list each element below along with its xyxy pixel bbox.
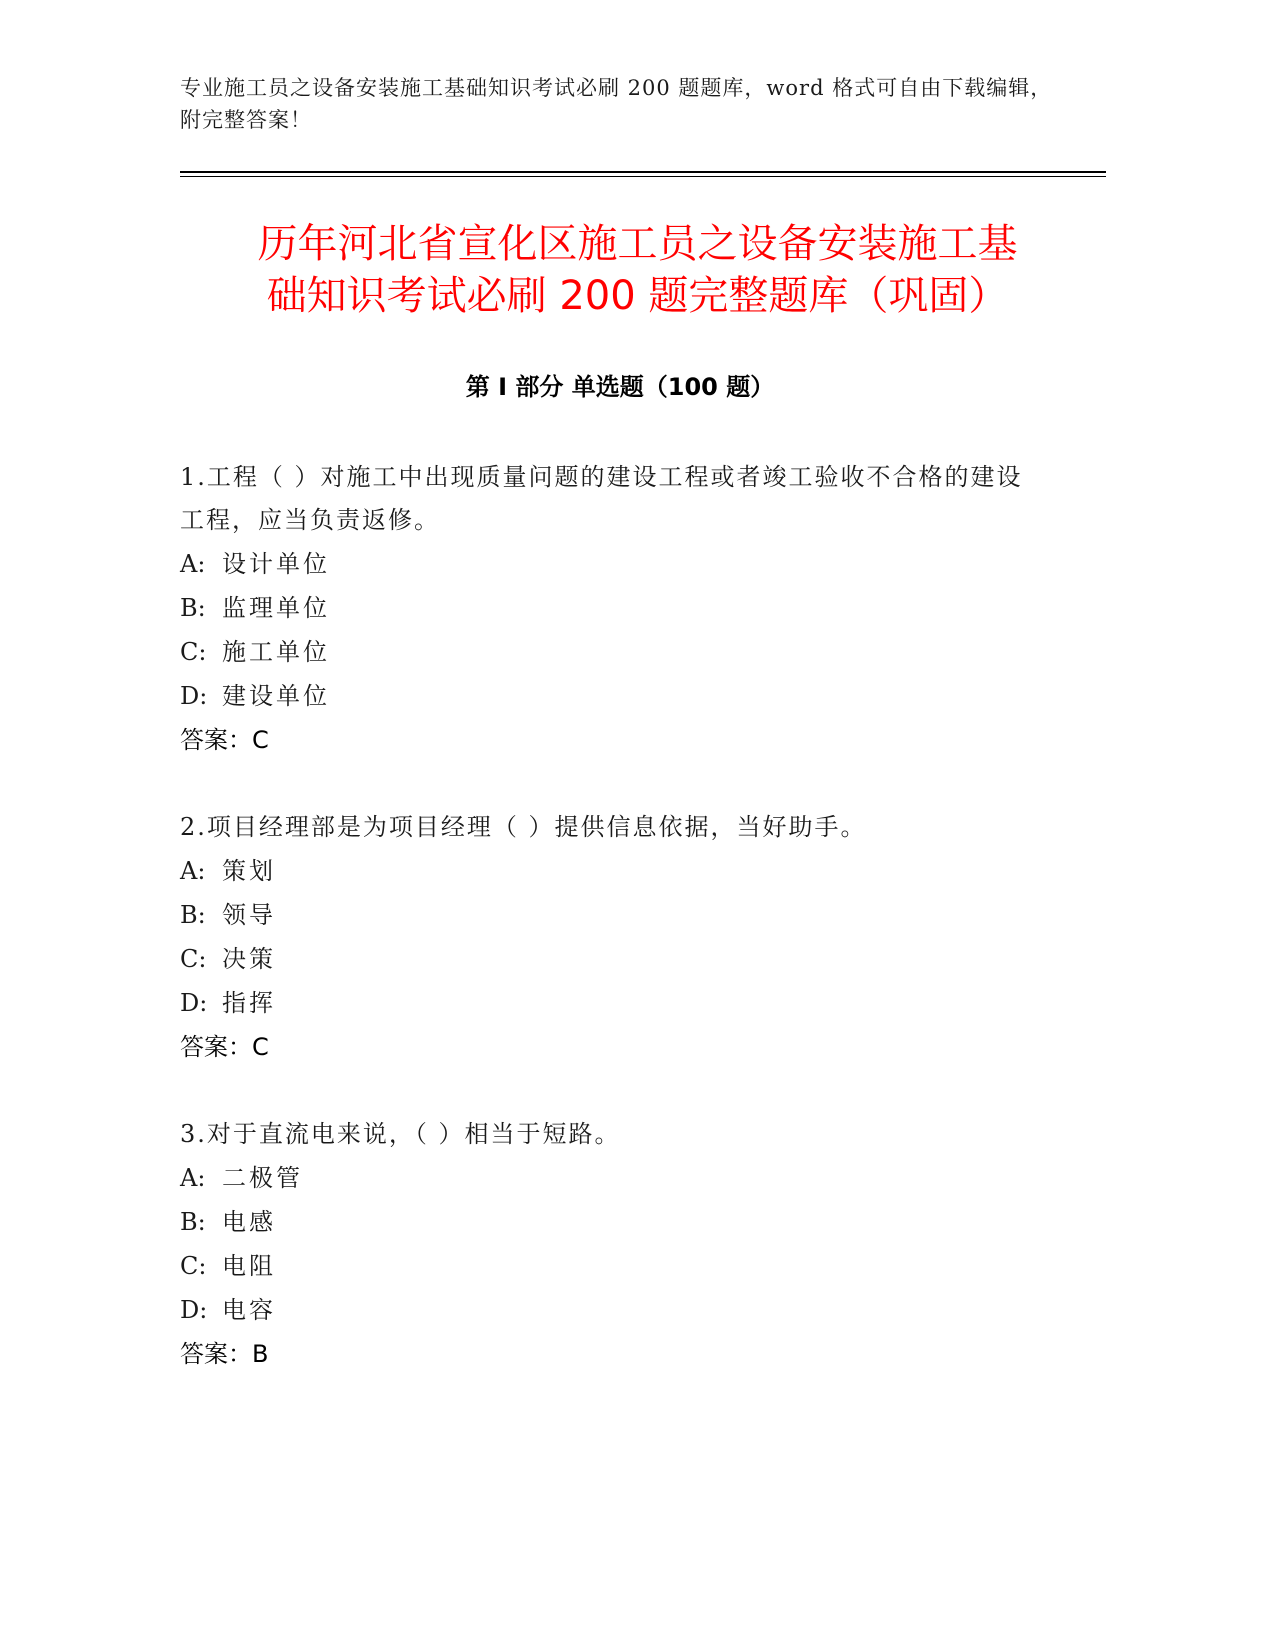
option-text: 电感: [222, 1208, 276, 1236]
option-key: B:: [180, 594, 206, 622]
answer-line: [180, 1025, 1040, 1069]
option-a: [180, 542, 1040, 586]
question-stem: 2.项目经理部是为项目经理（ ）提供信息依据，当好助手。: [180, 813, 867, 841]
option-c: [180, 1244, 1040, 1288]
option-a: [180, 1156, 1040, 1200]
option-text: 决策: [222, 945, 276, 973]
document-title-line-1: 历年河北省宣化区施工员之设备安装施工基: [257, 221, 1018, 267]
option-text: 设计单位: [222, 550, 330, 578]
option-text: 指挥: [222, 989, 276, 1017]
header-note: 专业施工员之设备安装施工基础知识考试必刷 200 题题库，word 格式可自由下载编辑，附完整答案！: [180, 76, 1053, 132]
option-text: 施工单位: [222, 638, 330, 666]
question-1: [180, 456, 1040, 762]
answer-line: [180, 718, 1040, 762]
section-title: 第 I 部分 单选题（100 题）: [465, 373, 775, 401]
option-key: D:: [180, 1296, 208, 1324]
question-3: [180, 1113, 1040, 1376]
option-key: A:: [180, 1164, 206, 1192]
header-rule-thick: [180, 171, 1106, 173]
answer-label: 答案：: [180, 726, 252, 754]
option-d: [180, 674, 1040, 718]
option-key: B:: [180, 1208, 206, 1236]
answer-value: C: [252, 1033, 269, 1061]
document-title: [150, 218, 1125, 322]
question-2: [180, 806, 1040, 1069]
header-rule-thin: [180, 176, 1106, 177]
option-text: 监理单位: [222, 594, 330, 622]
option-text: 策划: [222, 857, 276, 885]
option-b: [180, 1200, 1040, 1244]
option-key: C:: [180, 945, 207, 973]
answer-line: [180, 1332, 1040, 1376]
option-c: [180, 937, 1040, 981]
option-text: 建设单位: [222, 682, 330, 710]
option-text: 二极管: [222, 1164, 303, 1192]
option-text: 领导: [222, 901, 276, 929]
question-stem: 1.工程（ ）对施工中出现质量问题的建设工程或者竣工验收不合格的建设工程，应当负责返修。: [180, 463, 1023, 534]
answer-value: C: [252, 726, 269, 754]
question-stem: 3.对于直流电来说，（ ）相当于短路。: [180, 1120, 621, 1148]
option-key: D:: [180, 682, 208, 710]
answer-label: 答案：: [180, 1340, 252, 1368]
option-text: 电阻: [222, 1252, 276, 1280]
option-b: [180, 893, 1040, 937]
document-title-line-2: 础知识考试必刷 200 题完整题库（巩固）: [266, 273, 1009, 319]
option-key: A:: [180, 550, 206, 578]
option-a: [180, 849, 1040, 893]
option-key: C:: [180, 1252, 207, 1280]
option-text: 电容: [222, 1296, 276, 1324]
option-key: C:: [180, 638, 207, 666]
question-list: [180, 456, 1040, 1420]
option-d: [180, 981, 1040, 1025]
answer-value: B: [252, 1340, 269, 1368]
option-key: B:: [180, 901, 206, 929]
option-d: [180, 1288, 1040, 1332]
option-b: [180, 586, 1040, 630]
option-c: [180, 630, 1040, 674]
option-key: A:: [180, 857, 206, 885]
option-key: D:: [180, 989, 208, 1017]
answer-label: 答案：: [180, 1033, 252, 1061]
